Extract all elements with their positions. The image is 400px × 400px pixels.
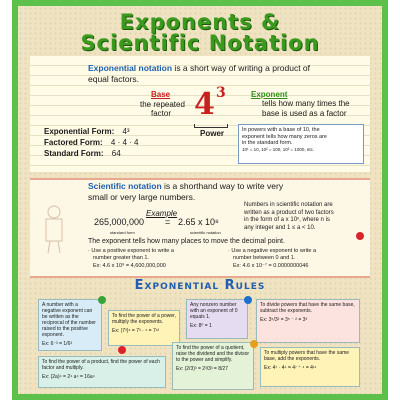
rule-example: Ex: 8⁰ = 1 bbox=[190, 323, 212, 329]
rule-example: Ex: (2a)⁴ = 2⁴ a⁴ = 16a⁴ bbox=[42, 374, 95, 380]
base10-line: in the standard form. bbox=[242, 140, 293, 146]
form-standard bbox=[44, 149, 121, 158]
rule-multiply-powers bbox=[260, 347, 360, 387]
rule-example: Ex: (7³)⁴ = 7³ · ⁴ = 7¹² bbox=[112, 328, 160, 334]
sci-note-line: any integer and 1 ≤ a < 10. bbox=[244, 224, 316, 231]
rule-power-of-product bbox=[38, 356, 166, 388]
decimal-line: The exponent tells how many places to move the decimal point. bbox=[88, 238, 285, 245]
base10-example: 10¹ = 10, 10² = 100, 10³ = 1000, etc. bbox=[242, 146, 315, 152]
pos-tip-line: number greater than 1. bbox=[93, 254, 149, 261]
pos-tip-example: Ex: 4.6 x 10⁹ = 4,600,000,000 bbox=[93, 263, 166, 269]
base10-line: exponent tells how many zeros are bbox=[242, 133, 327, 140]
sci-intro-line2: small or very large numbers. bbox=[88, 192, 196, 202]
rules-title: Exponential Rules bbox=[134, 278, 266, 293]
neg-tip-example: Ex: 4.6 x 10⁻⁷ = 0.0000000046 bbox=[233, 263, 309, 269]
example-scientific: 2.65 x 10⁸ bbox=[178, 217, 219, 227]
rule-text: To find the power of a quotient, raise the dividend and the divisor to the power and simplify. bbox=[176, 345, 250, 363]
rule-zero-exponent bbox=[186, 299, 248, 339]
exp-intro-term: Exponential notation bbox=[88, 63, 173, 73]
exp-intro-rest: is a short way of writing a product of bbox=[172, 63, 311, 73]
base-desc-2: factor bbox=[151, 109, 172, 118]
sci-intro-term: Scientific notation bbox=[88, 181, 162, 191]
pin-icon bbox=[356, 232, 364, 240]
caption-standard: standard form bbox=[110, 230, 135, 235]
big-base: 4 bbox=[194, 87, 215, 122]
form-label: Factored Form: bbox=[44, 138, 103, 147]
sci-note-line: in the form of a x 10ⁿ, where n is bbox=[244, 217, 330, 223]
base10-note bbox=[238, 124, 364, 164]
example-standard: 265,000,000 bbox=[94, 217, 145, 227]
sci-note-line: written as a product of two factors bbox=[244, 209, 334, 216]
form-exponential bbox=[44, 127, 130, 136]
sci-intro bbox=[88, 182, 283, 191]
form-label: Exponential Form: bbox=[44, 127, 115, 136]
rule-example: Ex: 3⁵/3² = 3⁵ ⁻ ² = 3³ bbox=[260, 317, 308, 323]
rule-text: To find the power of a product, find the power of each factor and multiply. bbox=[42, 359, 160, 371]
pin-icon bbox=[98, 296, 106, 304]
exponent-desc-1: tells how many times the bbox=[262, 99, 350, 108]
rule-text: Any nonzero number with an exponent of 0 equals 1. bbox=[190, 302, 238, 320]
power-label: Power bbox=[200, 129, 225, 138]
form-value: 4³ bbox=[122, 127, 130, 136]
sci-note-line: Numbers in scientific notation are bbox=[244, 202, 333, 208]
poster bbox=[12, 0, 388, 400]
rule-example: Ex: 4⁷ · 4⁴ = 4⁷ ⁺ ⁴ = 4¹¹ bbox=[264, 365, 317, 371]
rule-example: Ex: (2/3)³ = 2³/3³ = 8/27 bbox=[176, 366, 228, 372]
rule-divide-powers bbox=[256, 299, 360, 343]
big-exponent: 3 bbox=[216, 85, 226, 101]
caption-scientific: scientific notation bbox=[190, 230, 221, 235]
form-value: 4 · 4 · 4 bbox=[110, 138, 139, 147]
rule-text: To find the power of a power, multiply the exponents. bbox=[112, 313, 176, 325]
rule-text: To multiply powers that have the same base, add the exponents. bbox=[264, 350, 350, 362]
title-line-2: Scientific Notation bbox=[80, 31, 320, 55]
base-desc-1: the repeated bbox=[140, 100, 185, 109]
form-label: Standard Form: bbox=[44, 149, 104, 158]
pin-icon bbox=[244, 296, 252, 304]
pin-icon bbox=[118, 346, 126, 354]
base10-line: In powers with a base of 10, the bbox=[242, 127, 320, 133]
neg-tip-line: number between 0 and 1. bbox=[233, 254, 296, 261]
title-line-1: Exponents & bbox=[119, 10, 281, 34]
rule-power-of-quotient bbox=[172, 342, 254, 390]
exponent-label: Exponent bbox=[251, 90, 288, 99]
page-title bbox=[18, 12, 382, 54]
example-equals: = bbox=[165, 217, 171, 227]
power-bracket bbox=[194, 124, 228, 128]
rule-text: To divide powers that have the same base, subtract the exponents. bbox=[260, 302, 355, 314]
sci-intro-rest: is a shorthand way to write very bbox=[161, 181, 284, 191]
sci-note bbox=[244, 202, 364, 232]
exponent-desc-2: base is used as a factor bbox=[262, 109, 347, 118]
exp-intro-line2: equal factors. bbox=[88, 74, 140, 84]
rule-power-of-power bbox=[108, 310, 180, 346]
pos-tip-line: · Use a positive exponent to write a bbox=[88, 248, 174, 254]
form-factored bbox=[44, 138, 138, 147]
neg-tip-line: · Use a negative exponent to write a bbox=[228, 248, 317, 254]
example-label: Example bbox=[146, 209, 178, 218]
form-value: 64 bbox=[111, 149, 121, 158]
poster-inner bbox=[18, 6, 382, 394]
base-label: Base bbox=[151, 90, 171, 99]
rule-text: A number with a negative exponent can be written as the reciprocal of the number raised to the positive exponent. bbox=[42, 302, 96, 338]
scientist-figure bbox=[40, 204, 68, 254]
rule-negative-exponent bbox=[38, 299, 102, 351]
pin-icon bbox=[250, 340, 258, 348]
positive-exponent-tip bbox=[88, 248, 218, 270]
exp-intro bbox=[88, 64, 310, 73]
rule-example: Ex: 6⁻³ = 1/6³ bbox=[42, 341, 73, 347]
negative-exponent-tip bbox=[228, 248, 366, 270]
